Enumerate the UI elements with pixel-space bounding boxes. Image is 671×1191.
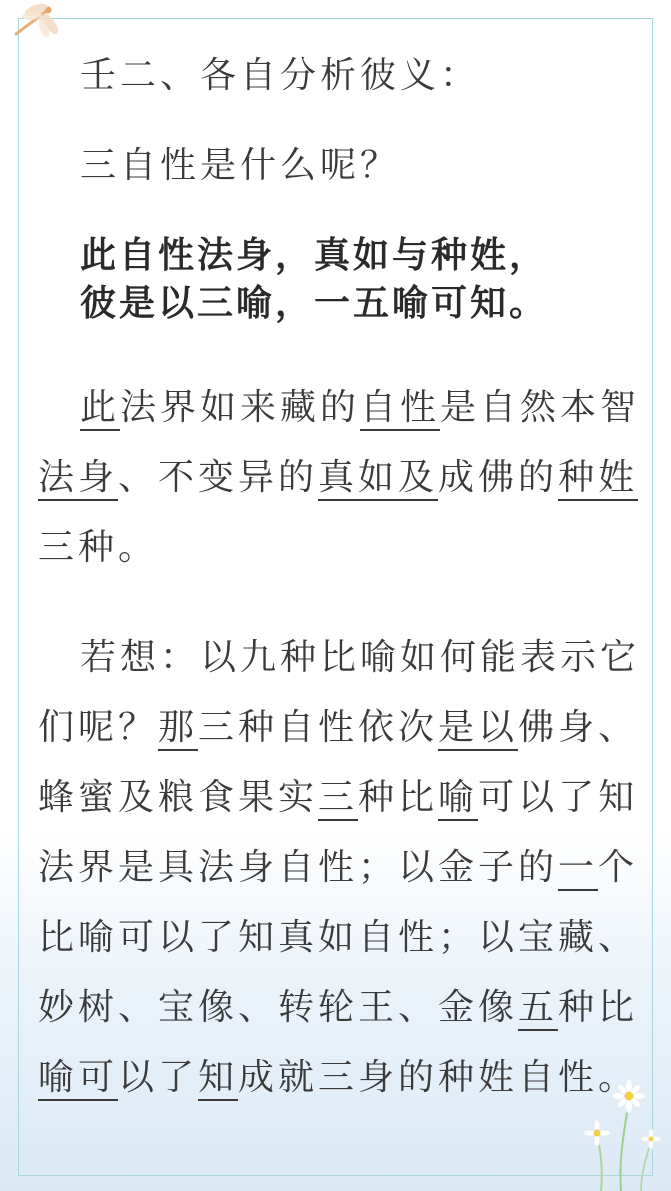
- paragraph-line: [38, 706, 638, 750]
- paragraph-line: [80, 386, 640, 430]
- question-text: 三自性是什么呢？: [80, 145, 401, 186]
- underlined-term: 知: [198, 1057, 238, 1101]
- underlined-term: 种姓: [558, 457, 638, 501]
- text-run: 成佛的: [438, 457, 559, 498]
- dragonfly-icon: [6, 0, 62, 44]
- text-run: 、不变异的: [118, 457, 319, 498]
- section-heading: 壬二、各自分析彼义：: [80, 55, 481, 96]
- text-run: 比喻可以了知真如自性；以宝藏、: [38, 917, 639, 958]
- paragraph-line: [38, 1056, 638, 1100]
- text-run: 妙树、宝像、转轮王、金像: [38, 987, 519, 1028]
- underlined-term: 法身: [38, 457, 118, 501]
- underlined-term: 是以: [438, 707, 518, 751]
- underlined-term: 三: [318, 777, 358, 821]
- paragraph-line: [38, 916, 638, 960]
- text-run: 种比: [558, 987, 639, 1028]
- text-run: 可以了知: [478, 777, 639, 818]
- paragraph-line: [38, 986, 638, 1030]
- text-run: 蜂蜜及粮食果实: [38, 777, 319, 818]
- underlined-term: 五: [518, 987, 558, 1031]
- underlined-term: 那: [158, 707, 198, 751]
- paragraph-line: [38, 526, 158, 570]
- text-run: 们呢？: [38, 707, 159, 748]
- text-run: 个: [598, 847, 639, 888]
- text-run: 若想：以九种比喻如何能表示它: [80, 637, 641, 678]
- verse-line: 彼是以三喻，一五喻可知。: [80, 283, 549, 324]
- paragraph-line: [38, 456, 638, 500]
- underlined-term: 真如及: [318, 457, 438, 501]
- underlined-term: 一: [558, 847, 598, 891]
- underlined-term: 喻: [438, 777, 478, 821]
- text-run: 三种自性依次: [198, 707, 439, 748]
- verse-line: 此自性法身，真如与种姓，: [80, 235, 549, 276]
- text-run: 是自然本智: [440, 387, 641, 428]
- text-run: 种比: [358, 777, 439, 818]
- paragraph-line: [38, 846, 638, 890]
- text-run: 成就三身的种姓自性。: [238, 1057, 639, 1098]
- text-run: 三种。: [38, 527, 159, 568]
- text-run: 法界是具法身自性；以金子的: [38, 847, 559, 888]
- underlined-term: 此: [80, 387, 120, 431]
- text-run: 以了: [118, 1057, 199, 1098]
- paragraph-line: [80, 636, 640, 680]
- paragraph-line: [38, 776, 638, 820]
- text-run: 法界如来藏的: [120, 387, 361, 428]
- underlined-term: 喻可: [38, 1057, 118, 1101]
- underlined-term: 自性: [360, 387, 440, 431]
- text-run: 佛身、: [518, 707, 639, 748]
